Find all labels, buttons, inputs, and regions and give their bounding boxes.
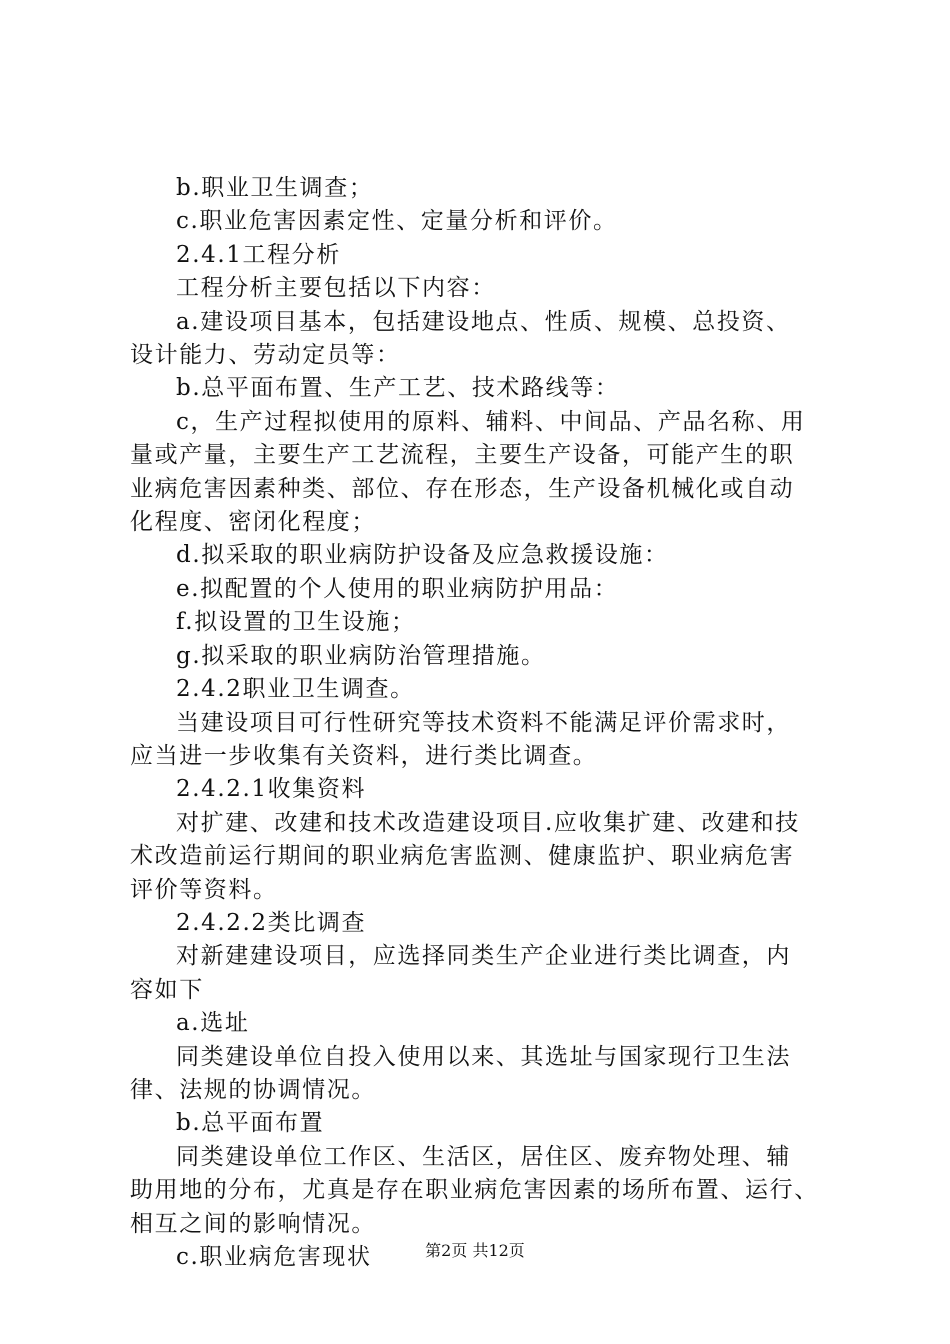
document-body (130, 172, 835, 1274)
section-heading: 2.4.2.2类比调查 (176, 909, 367, 936)
paragraph-line: 对扩建、改建和技术改造建设项目.应收集扩建、改建和技 (176, 809, 800, 836)
paragraph-line: e.拟配置的个人使用的职业病防护用品： (176, 575, 619, 602)
paragraph-line: 业病危害因素种类、部位、存在形态，生产设备机械化或自动 (130, 475, 795, 502)
paragraph-line: 同类建设单位工作区、生活区，居住区、废弃物处理、辅 (176, 1143, 791, 1170)
section-heading: 2.4.1工程分析 (176, 241, 341, 268)
paragraph-line: 化程度、密闭化程度； (130, 509, 376, 536)
paragraph-line: b.职业卫生调查； (176, 175, 374, 201)
paragraph-line: 当建设项目可行性研究等技术资料不能满足评价需求时， (176, 709, 791, 736)
paragraph-line: 应当进一步收集有关资料，进行类比调查。 (130, 742, 598, 769)
section-heading: 2.4.2.1收集资料 (176, 776, 367, 803)
paragraph-line: 助用地的分布，尤真是存在职业病危害因素的场所布置、运行、 (130, 1177, 819, 1204)
paragraph-line: 律、法规的协调情况。 (130, 1076, 376, 1103)
paragraph-line: 量或产量，主要生产工艺流程，主要生产设备，可能产生的职 (130, 442, 795, 469)
paragraph-line: c，生产过程拟使用的原料、辅料、中间品、产品名称、用 (176, 408, 806, 435)
paragraph-line: c.职业病危害现状 (176, 1244, 372, 1270)
paragraph-line: 工程分析主要包括以下内容： (176, 275, 496, 302)
paragraph-line: c.职业危害因素定性、定量分析和评价。 (176, 208, 618, 235)
paragraph-line: d.拟采取的职业病防护设备及应急救援设施： (176, 542, 669, 569)
paragraph-line: f.拟设置的卫生设施； (176, 609, 416, 636)
paragraph-line: 术改造前运行期间的职业病危害监测、健康监护、职业病危害 (130, 843, 795, 870)
paragraph-line: a.建设项目基本，包括建设地点、性质、规模、总投资、 (176, 308, 791, 335)
paragraph-line: 设计能力、劳动定员等： (130, 342, 401, 369)
page-number-footer: 第2页 共12页 (425, 1241, 525, 1260)
paragraph-line: b.总平面布置、生产工艺、技术路线等： (176, 375, 620, 402)
paragraph-line: 同类建设单位自投入使用以来、其选址与国家现行卫生法 (176, 1043, 791, 1070)
paragraph-line: 对新建建设项目，应选择同类生产企业进行类比调查，内 (176, 943, 791, 970)
paragraph-line: b.总平面布置 (176, 1110, 325, 1137)
paragraph-line: a.选址 (176, 1010, 250, 1037)
paragraph-line: g.拟采取的职业病防治管理措施。 (176, 642, 546, 669)
paragraph-line: 评价等资料。 (130, 876, 278, 903)
paragraph-line: 容如下 (130, 976, 204, 1003)
paragraph-line: 相互之间的影响情况。 (130, 1210, 376, 1237)
section-heading: 2.4.2职业卫生调查。 (176, 676, 415, 703)
